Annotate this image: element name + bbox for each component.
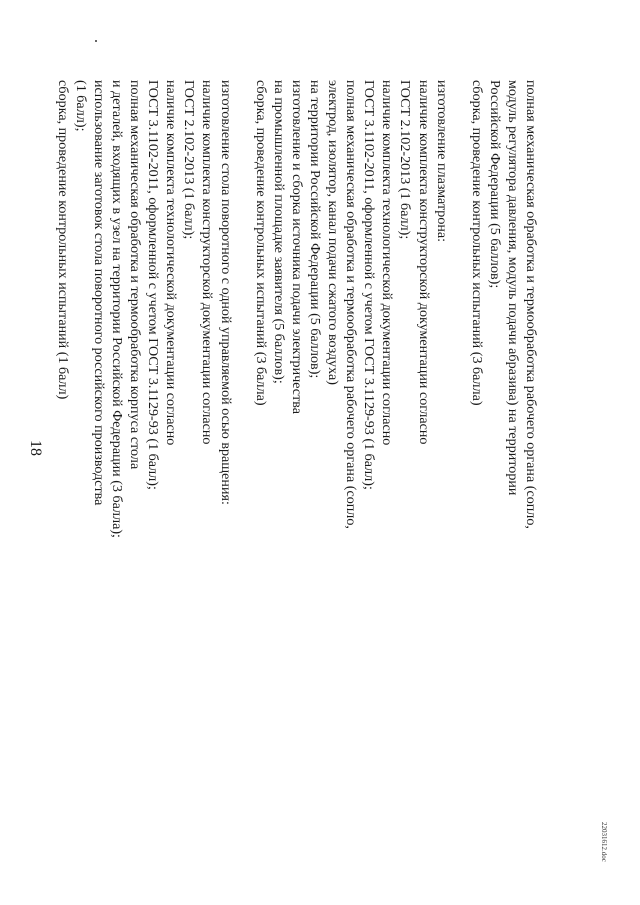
paragraph-gap — [451, 80, 468, 840]
text-line: на территории Российской Федерации (5 баллов); — [306, 80, 323, 379]
text-line: использование заготовок стола поворотного российского производства — [90, 80, 107, 506]
text-line: наличие комплекта технологической документации согласно — [379, 80, 396, 446]
text-line: наличие комплекта конструкторской документации согласно — [415, 80, 432, 445]
text-line: электрод, изолятор, канал подачи сжатого воздуха) — [325, 80, 342, 385]
section-plasma-waterjet-end — [468, 80, 540, 840]
text-line: наличие комплекта конструкторской документации согласно — [199, 80, 216, 445]
text-line: изготовление и сборка источника подачи электричества — [288, 80, 305, 414]
text-line: модуль регулятора давления, модуль подачи абразива) на территории — [504, 80, 521, 496]
text-line: полная механическая обработка и термообработка рабочего органа (сопло, — [523, 80, 539, 529]
document-body — [54, 80, 540, 840]
text-line: наличие комплекта технологической документации согласно — [163, 80, 180, 446]
text-line: на промышленной площадке заявителя (5 баллов); — [270, 80, 287, 384]
text-line: ГОСТ 2.102-2013 (1 балл); — [397, 80, 414, 240]
text-line: сборка, проведение контрольных испытаний (1 балл) — [54, 80, 71, 400]
text-line: ГОСТ 3.1102-2011, оформленной с учетом ГОСТ 3.1129-93 (1 балл); — [361, 80, 378, 490]
text-line: ГОСТ 3.1102-2011, оформленной с учетом ГОСТ 3.1129-93 (1 балл); — [145, 80, 162, 490]
text-line: и деталей, входящих в узел на территории Российской Федерации (3 балла); — [109, 80, 126, 538]
section-heading: изготовление стола поворотного с одной управляемой осью вращения: — [217, 80, 234, 505]
text-line: Российской Федерации (5 баллов); — [486, 80, 503, 289]
section-heading: изготовление плазматрона: — [433, 80, 450, 243]
text-line: сборка, проведение контрольных испытаний (3 балла) — [252, 80, 269, 406]
file-id: 22031612.doc — [600, 822, 608, 862]
section-plasmatron — [252, 80, 451, 840]
text-line: сборка, проведение контрольных испытаний (3 балла) — [468, 80, 485, 406]
scan-dot — [95, 40, 97, 42]
paragraph-gap — [235, 80, 252, 840]
text-line: ГОСТ 2.102-2013 (1 балл); — [181, 80, 198, 240]
text-line: полная механическая обработка и термообработка корпуса стола — [127, 80, 144, 470]
text-line: полная механическая обработка и термообработка рабочего органа (сопло, — [343, 80, 360, 529]
text-line: (1 балл); — [72, 80, 89, 132]
section-rotary-table — [54, 80, 235, 840]
page-number: 18 — [27, 440, 44, 456]
